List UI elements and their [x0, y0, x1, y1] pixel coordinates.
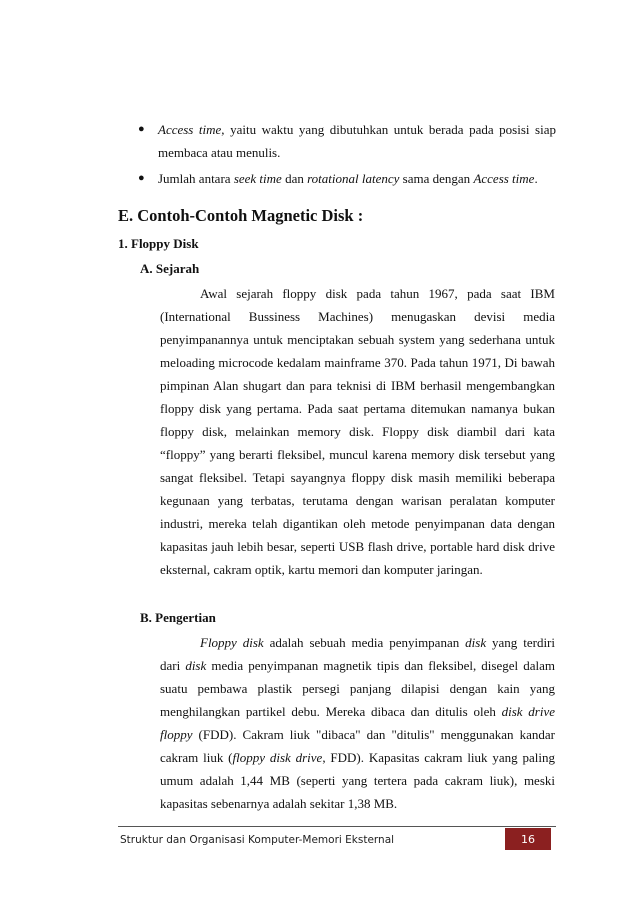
part-b-paragraph — [160, 631, 555, 815]
bullet-item — [136, 167, 556, 190]
text-run: yang terdiri dari — [160, 635, 555, 673]
footer-text: Struktur dan Organisasi Komputer-Memori Eksternal — [120, 834, 395, 846]
bullet-list — [136, 118, 556, 193]
text-run: (FDD). Cakram liuk "dibaca" dan "ditulis" menggunakan kandar cakram liuk ( — [160, 727, 555, 765]
part-a-heading: A. Sejarah — [140, 261, 200, 276]
bullet-icon: ● — [138, 172, 145, 184]
part-a-paragraph: Awal sejarah floppy disk pada tahun 1967, pada saat IBM (International Bussiness Machines) menugaskan devisi media penyimpanannya untuk menciptakan sebuah system yang sederhana untuk meloading microcode kedalam mainframe 370. Pada tahun 1971, Di bawah pimpinan Alan shugart dan para teknisi di IBM berhasil mengembangkan floppy disk yang pertama. Pada saat pertama ditemukan namanya bukan floppy disk, melainkan memory disk. Floppy disk diambil dari kata “floppy” yang berarti fleksibel, muncul karena memory disk tersebut yang sangat fleksibel. Tetapi sayangnya floppy disk masih memiliki beberapa kegunaan yang terbatas, terutama dengan warisan peralatan komputer industri, mereka telah digantikan oleh metode penyimpanan data dengan kapasitas jauh lebih besar, seperti USB flash drive, portable hard disk drive eksternal, cakram optik, kartu memori dan komputer jaringan. — [160, 286, 555, 577]
page-number-badge: 16 — [505, 828, 551, 850]
italic-term: disk — [185, 658, 207, 673]
text-run: Jumlah antara — [158, 171, 234, 186]
italic-term: disk drive floppy — [160, 704, 555, 742]
italic-term: rotational latency — [307, 171, 400, 186]
italic-term: disk — [465, 635, 487, 650]
footer-divider — [118, 826, 556, 827]
text-run: dan — [281, 171, 308, 186]
text-run: , yaitu waktu yang dibutuhkan untuk berada pada posisi siap membaca atau menulis. — [158, 122, 556, 160]
text-run: sama dengan — [399, 171, 474, 186]
italic-term: floppy disk drive — [232, 750, 323, 765]
bullet-icon: ● — [138, 123, 145, 135]
text-run: adalah sebuah media penyimpanan — [263, 635, 466, 650]
text-run: . — [534, 171, 538, 186]
part-b-heading: B. Pengertian — [140, 610, 216, 625]
italic-term: Floppy disk — [200, 635, 264, 650]
section-heading: E. Contoh-Contoh Magnetic Disk : — [118, 206, 364, 225]
text-run: , FDD). Kapasitas cakram liuk yang paling umum adalah 1,44 MB (seperti yang tertera pada cakram liuk), meski kapasitas sebenarnya adalah sekitar 1,38 MB. — [160, 750, 555, 811]
italic-term: seek time — [233, 171, 282, 186]
italic-term: Access time — [158, 122, 222, 137]
subsection-heading: 1. Floppy Disk — [118, 236, 199, 251]
italic-term: Access time — [473, 171, 535, 186]
text-run: media penyimpanan magnetik tipis dan fleksibel, disegel dalam suatu pembawa plastik persegi panjang dilapisi dengan kain yang menghilangkan partikel debu. Mereka dibaca dan ditulis oleh — [160, 658, 555, 719]
bullet-item — [136, 118, 556, 164]
